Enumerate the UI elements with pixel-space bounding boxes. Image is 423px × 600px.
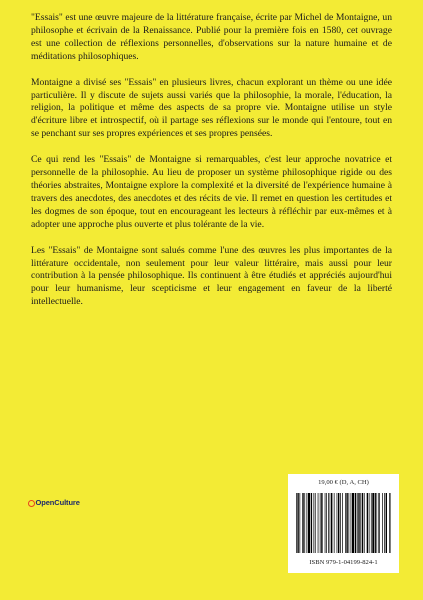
publisher-logo [28,496,80,510]
barcode-bar [391,493,392,553]
barcode-bar [302,493,303,553]
barcode-bar [345,493,346,553]
barcode-bar [358,493,359,553]
blurb-paragraph-3: Ce qui rend les "Essais" de Montaigne si remarquables, c'est leur approche novatrice et personnelle de la philosophie. Au lieu de proposer un système philosophique rigide ou des théories abstraites, Montaigne explore la complexité et la diversité de l'expérience humaine à travers des anecdotes, des anecdotes et des récits de vie. Il remet en question les certitudes et les dogmes de son époque, tout en encourageant les lecteurs à réfléchir par eux-mêmes et à adopter une approche plus ouverte et plus tolérante de la vie. [31,154,392,230]
barcode-bar [315,493,316,553]
barcode-bar [378,493,379,553]
barcode-bar [360,493,361,553]
barcode-bar [296,493,297,553]
barcode-bar [321,493,322,553]
barcode-bar [300,493,301,553]
barcode-bar [311,493,312,553]
barcode-box [288,474,399,573]
barcode-bar [349,493,350,553]
barcode-bar [367,493,368,553]
blurb-text [31,12,392,322]
barcode-bar [307,493,308,553]
barcode-bar [346,493,347,553]
barcode-bar [389,493,390,553]
barcode-bar [320,493,321,553]
barcode-bar [382,493,383,553]
barcode-bar [314,493,315,553]
barcode-bar [334,493,335,553]
isbn-label: ISBN 979-1-04199-824-1 [309,559,378,566]
barcode-bar [364,493,365,553]
barcode-bar [308,493,310,553]
barcode-bar [384,493,385,553]
barcode-bar [375,493,376,553]
barcode-bar [328,493,329,553]
publisher-logo-icon [28,500,35,507]
barcode-bar [304,493,305,553]
barcode-bar [325,493,326,553]
barcode-bar [357,493,358,553]
barcode-bar [330,493,331,553]
barcode-bar [369,493,370,553]
barcode-bar [379,493,380,553]
barcode-bar [338,493,339,553]
barcode-bar [362,493,363,553]
barcode-bar [297,493,298,553]
blurb-paragraph-4: Les "Essais" de Montaigne sont salués comme l'une des œuvres les plus importantes de la littérature occidentale, non seulement pour leur valeur littéraire, mais aussi pour leur contribution à la pensée philosophique. Ils continuent à être étudiés et appréciés aujourd'hui pour leur humanisme, leur scepticisme et leur engagement en faveur de la liberté intellectuelle. [31,244,392,308]
barcode-bar [337,493,338,553]
price-label: 19,00 € (D, A, CH) [318,479,369,486]
barcode-bar [386,493,387,553]
barcode-bar [351,493,352,553]
barcode-bar [355,493,356,553]
barcode-bar [340,493,341,553]
barcode-bar [318,493,319,553]
barcode-bar [331,493,332,553]
barcode-bar [352,493,354,553]
publisher-logo-text: OpenCulture [35,498,80,507]
barcode-bar [371,493,372,553]
barcode-bar [342,493,343,553]
barcode-bar [372,493,374,553]
barcode-icon [296,493,391,553]
barcode-bar [326,493,327,553]
blurb-paragraph-1: "Essais" est une œuvre majeure de la littérature française, écrite par Michel de Montaigne, un philosophe et écrivain de la Renaissance. Publié pour la première fois en 1580, cet ouvrage est une collection de réflexions personnelles, d'observations sur la nature humaine et de méditations philosophiques. [31,12,392,62]
blurb-paragraph-2: Montaigne a divisé ses "Essais" en plusieurs livres, chacun explorant un thème ou une idée particulière. Il y discute de sujets aussi variés que la philosophie, la morale, l'éducation, la religion, la politique et même des aspects de sa propre vie. Montaigne utilise un style d'écriture libre et introspectif, où il partage ses réflexions sur le monde qui l'entoure, tout en se penchant sur ses propres expériences et ses propres pensées. [31,76,392,140]
